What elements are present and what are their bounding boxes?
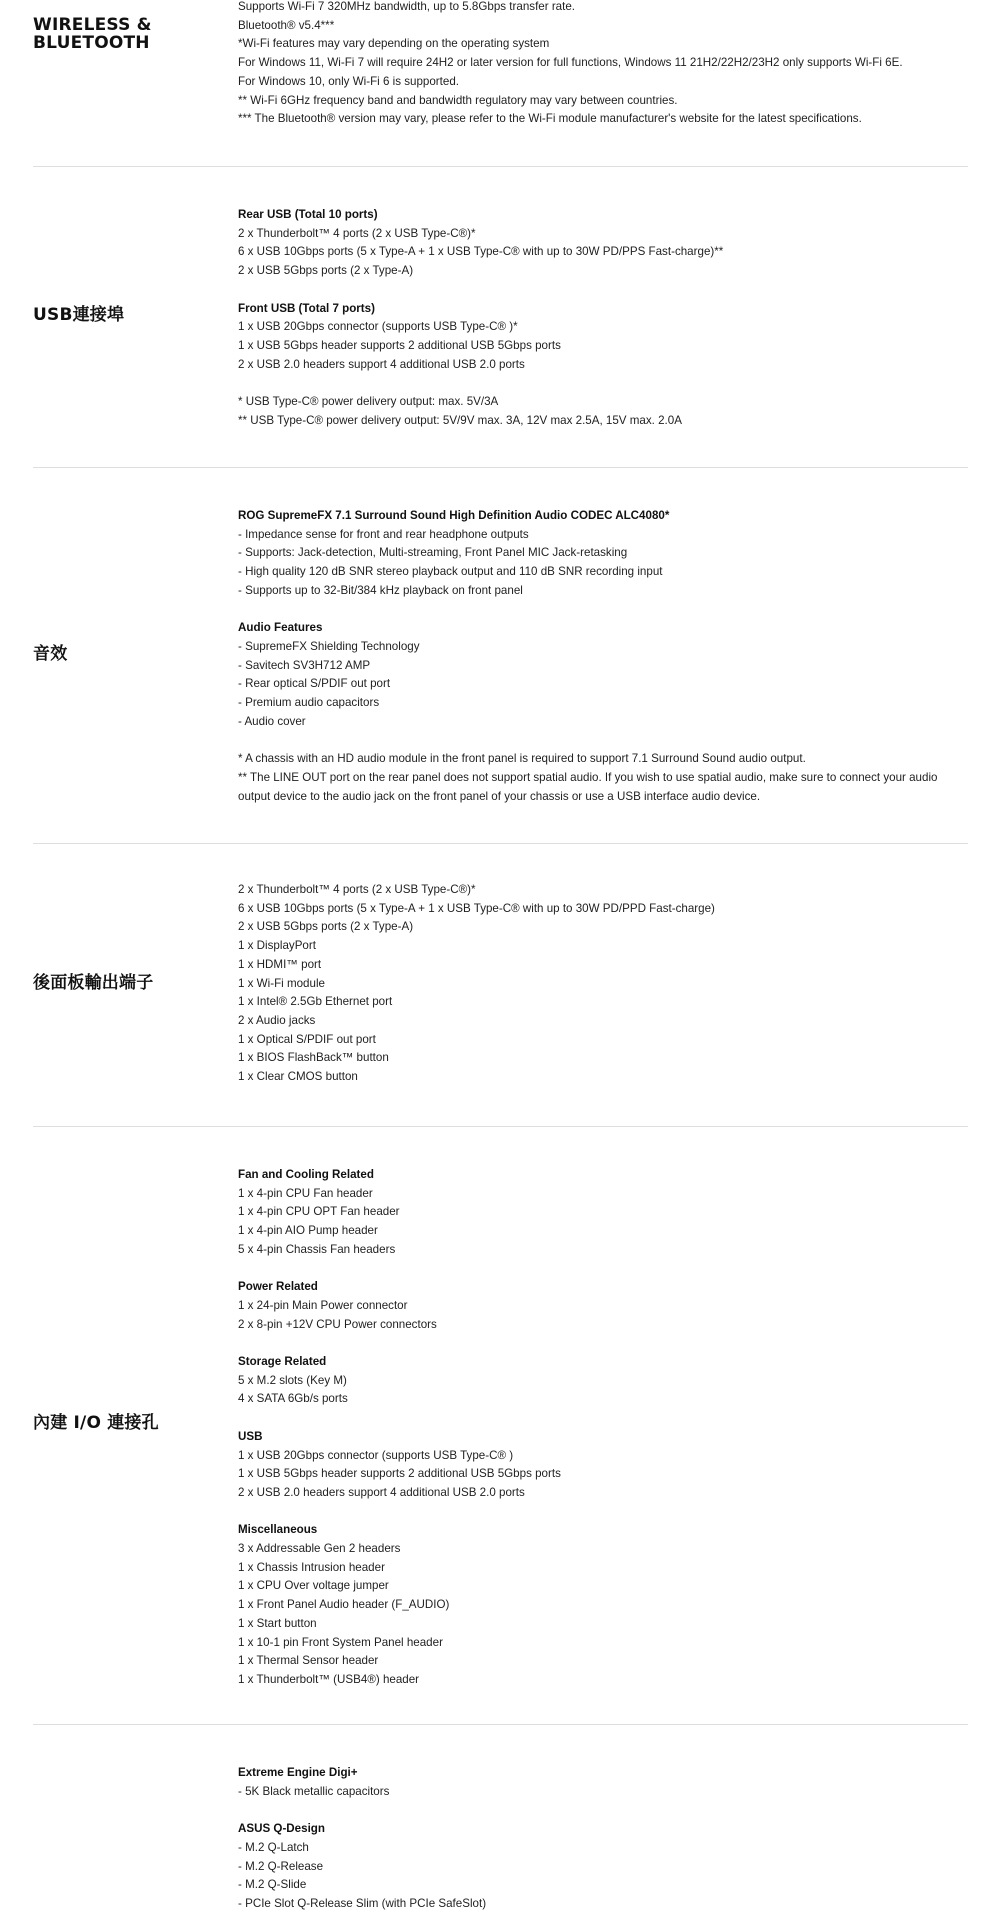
- spec-line: 1 x Intel® 2.5Gb Ethernet port: [238, 995, 393, 1009]
- spec-line: 1 x Front Panel Audio header (F_AUDIO): [238, 1598, 450, 1612]
- spec-group-heading: Front USB (Total 7 ports): [238, 301, 375, 315]
- spec-line: - Impedance sense for front and rear headphone outputs: [238, 527, 529, 541]
- spec-line: For Windows 11, Wi-Fi 7 will require 24H2 or later version for full functions, Windows 11 21H2/22H2/23H2 only supports Wi-Fi 6E.: [238, 56, 903, 70]
- spec-line: 1 x Clear CMOS button: [238, 1070, 358, 1084]
- spec-line: 1 x Optical S/PDIF out port: [238, 1032, 376, 1046]
- spec-line: - M.2 Q-Latch: [238, 1840, 309, 1854]
- spec-content-special-features: [238, 1764, 958, 1914]
- spec-line: * A chassis with an HD audio module in the front panel is required to support 7.1 Surround Sound audio output.: [238, 752, 806, 766]
- section-divider: [33, 843, 968, 844]
- spec-line: - Savitech SV3H712 AMP: [238, 658, 371, 672]
- spec-group-heading: Miscellaneous: [238, 1523, 318, 1537]
- spec-line: 2 x USB 2.0 headers support 4 additional USB 2.0 ports: [238, 1485, 525, 1499]
- spec-line: *Wi-Fi features may vary depending on the operating system: [238, 37, 550, 51]
- spec-line: 5 x M.2 slots (Key M): [238, 1373, 347, 1387]
- spec-line: 1 x 4-pin CPU Fan header: [238, 1186, 373, 1200]
- spec-line: 1 x CPU Over voltage jumper: [238, 1579, 389, 1593]
- spec-line: * USB Type-C® power delivery output: max. 5V/3A: [238, 395, 499, 408]
- spec-line: - Premium audio capacitors: [238, 696, 380, 710]
- spec-line: 1 x 24-pin Main Power connector: [238, 1298, 408, 1312]
- spec-line: - M.2 Q-Slide: [238, 1878, 307, 1892]
- spec-line: 6 x USB 10Gbps ports (5 x Type-A + 1 x USB Type-C® with up to 30W PD/PPS Fast-charge)**: [238, 245, 724, 259]
- spec-group-heading: Audio Features: [238, 621, 323, 635]
- spec-line: 1 x 10-1 pin Front System Panel header: [238, 1635, 443, 1649]
- spec-line: - Supports: Jack-detection, Multi-streaming, Front Panel MIC Jack-retasking: [238, 546, 628, 560]
- spec-line: ** The LINE OUT port on the rear panel does not support spatial audio. If you wish to use spatial audio, make sure to connect your audio output device to the audio jack on the front panel of your chassis or use a USB interface audio device.: [238, 770, 938, 803]
- spec-line: 1 x Chassis Intrusion header: [238, 1560, 385, 1574]
- spec-line: 2 x Thunderbolt™ 4 ports (2 x USB Type-C®)*: [238, 883, 476, 896]
- spec-line: 2 x USB 2.0 headers support 4 additional USB 2.0 ports: [238, 357, 525, 371]
- spec-line: 1 x USB 5Gbps header supports 2 additional USB 5Gbps ports: [238, 1467, 561, 1481]
- section-divider: [33, 1724, 968, 1725]
- spec-line: 2 x Thunderbolt™ 4 ports (2 x USB Type-C®)*: [238, 226, 476, 240]
- spec-spacer: [238, 374, 958, 393]
- spec-line: - Supports up to 32-Bit/384 kHz playback on front panel: [238, 583, 523, 597]
- spec-content-rear-io: [238, 881, 958, 1087]
- spec-line: For Windows 10, only Wi-Fi 6 is supported.: [238, 74, 460, 88]
- spec-group-heading: Power Related: [238, 1280, 318, 1294]
- spec-line: 1 x 4-pin CPU OPT Fan header: [238, 1205, 400, 1219]
- spec-line: 2 x Audio jacks: [238, 1013, 316, 1027]
- spec-line: 1 x DisplayPort: [238, 939, 316, 953]
- spec-spacer: [238, 1260, 958, 1279]
- spec-line: 1 x USB 20Gbps connector (supports USB Type-C® )*: [238, 320, 518, 334]
- section-divider: [33, 1126, 968, 1127]
- spec-line: 1 x Thermal Sensor header: [238, 1654, 379, 1668]
- spec-line: ** USB Type-C® power delivery output: 5V/9V max. 3A, 12V max 2.5A, 15V max. 2.0A: [238, 413, 682, 427]
- spec-line: ** Wi-Fi 6GHz frequency band and bandwidth regulatory may vary between countries.: [238, 93, 678, 107]
- spec-line: 6 x USB 10Gbps ports (5 x Type-A + 1 x USB Type-C® with up to 30W PD/PPD Fast-charge): [238, 901, 715, 915]
- spec-line: 2 x 8-pin +12V CPU Power connectors: [238, 1317, 437, 1331]
- spec-line: 1 x 4-pin AIO Pump header: [238, 1224, 378, 1238]
- spec-group-heading: ROG SupremeFX 7.1 Surround Sound High Definition Audio CODEC ALC4080*: [238, 509, 670, 522]
- spec-line: - M.2 Q-Release: [238, 1859, 324, 1873]
- spec-line: - Rear optical S/PDIF out port: [238, 677, 391, 691]
- spec-line: 2 x USB 5Gbps ports (2 x Type-A): [238, 920, 414, 934]
- spec-spacer: [238, 1503, 958, 1522]
- spec-line: 1 x Start button: [238, 1616, 317, 1630]
- spec-group-heading: Storage Related: [238, 1355, 327, 1368]
- spec-spacer: [238, 1334, 958, 1353]
- spec-line: 1 x USB 20Gbps connector (supports USB Type-C® ): [238, 1448, 514, 1462]
- spec-line: 1 x USB 5Gbps header supports 2 additional USB 5Gbps ports: [238, 338, 561, 352]
- spec-label-usb: USB連接埠: [33, 305, 125, 325]
- spec-group-heading: USB: [238, 1429, 263, 1443]
- spec-content-usb: [238, 206, 958, 430]
- spec-group-heading: ASUS Q-Design: [238, 1822, 325, 1836]
- spec-line: 1 x HDMI™ port: [238, 957, 322, 971]
- spec-group-heading: Extreme Engine Digi+: [238, 1766, 358, 1779]
- spec-label-audio: 音效: [33, 644, 68, 664]
- spec-line: *** The Bluetooth® version may vary, please refer to the Wi-Fi module manufacturer's website for the latest specifications.: [238, 112, 862, 126]
- spec-line: Supports Wi-Fi 7 320MHz bandwidth, up to 5.8Gbps transfer rate.: [238, 0, 576, 13]
- spec-spacer: [238, 601, 958, 620]
- spec-label-wireless: WIRELESS & BLUETOOTH: [33, 15, 152, 53]
- spec-content-internal-io: [238, 1166, 958, 1690]
- spec-line: 1 x Thunderbolt™ (USB4®) header: [238, 1672, 420, 1686]
- spec-line: 5 x 4-pin Chassis Fan headers: [238, 1242, 396, 1256]
- spec-line: 1 x Wi-Fi module: [238, 976, 325, 990]
- spec-label-rear-io: 後面板輸出端子: [33, 973, 154, 993]
- spec-line: - SupremeFX Shielding Technology: [238, 639, 420, 653]
- spec-line: 4 x SATA 6Gb/s ports: [238, 1392, 348, 1406]
- spec-spacer: [238, 1801, 958, 1820]
- spec-line: - High quality 120 dB SNR stereo playback output and 110 dB SNR recording input: [238, 565, 663, 579]
- spec-spacer: [238, 281, 958, 300]
- spec-line: 3 x Addressable Gen 2 headers: [238, 1542, 401, 1555]
- section-divider: [33, 467, 968, 468]
- spec-line: - Audio cover: [238, 714, 306, 728]
- spec-label-internal-io: 內建 I/O 連接孔: [33, 1413, 159, 1433]
- spec-spacer: [238, 731, 958, 750]
- spec-line: Bluetooth® v5.4***: [238, 18, 335, 32]
- section-divider: [33, 166, 968, 167]
- spec-content-wireless: [238, 0, 958, 129]
- spec-group-heading: Rear USB (Total 10 ports): [238, 208, 378, 221]
- spec-line: - PCIe Slot Q-Release Slim (with PCIe SafeSlot): [238, 1896, 487, 1910]
- spec-content-audio: [238, 507, 958, 806]
- spec-spacer: [238, 1409, 958, 1428]
- spec-line: - 5K Black metallic capacitors: [238, 1784, 390, 1798]
- spec-line: 2 x USB 5Gbps ports (2 x Type-A): [238, 264, 414, 278]
- spec-group-heading: Fan and Cooling Related: [238, 1168, 374, 1181]
- spec-line: 1 x BIOS FlashBack™ button: [238, 1051, 389, 1065]
